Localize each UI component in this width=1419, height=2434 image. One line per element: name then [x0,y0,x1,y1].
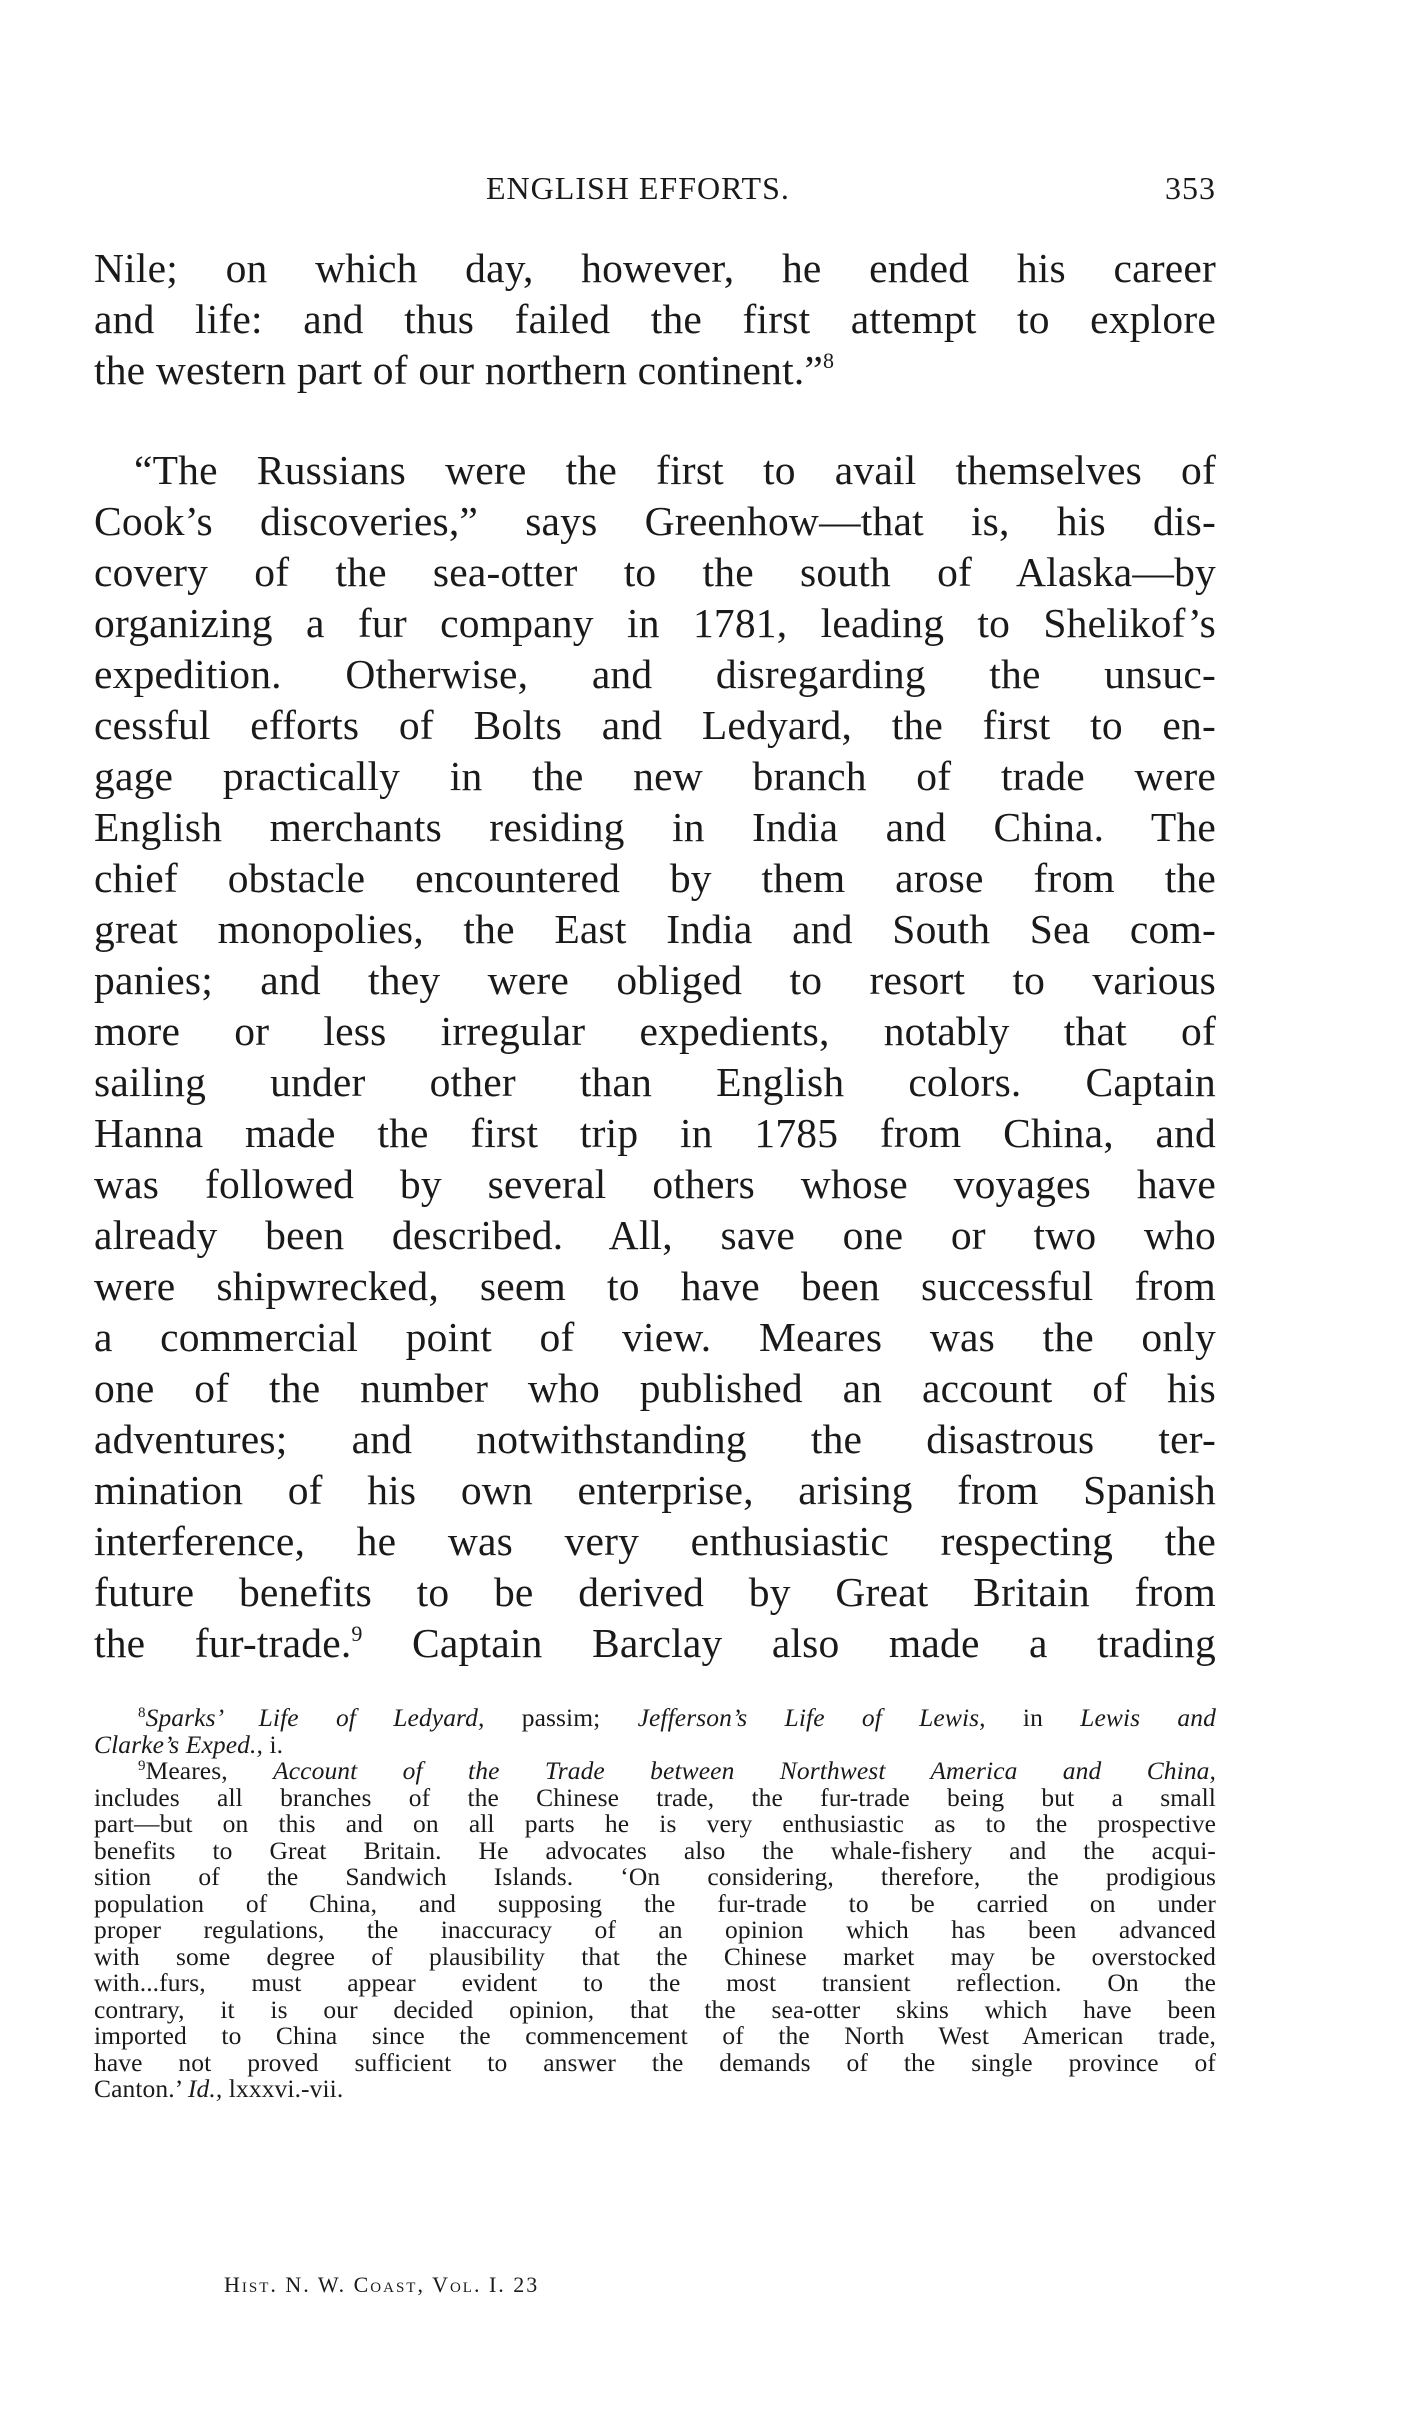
body-line: expedition. Otherwise, and disregarding the unsuc- [94,651,1216,697]
footnote-citation: Sparks’ Life of Ledyard, [145,1703,485,1732]
body-line-text: the western part of our northern continent.” [94,347,824,393]
body-line [94,345,1216,396]
footnote-9 [94,1758,1216,1785]
footnote-line: with some degree of plausibility that the Chinese market may be overstocked [94,1941,1216,1971]
body-line: Cook’s discoveries,” says Greenhow—that is, his dis- [94,498,1216,544]
body-line: a commercial point of view. Meares was the only [94,1314,1216,1360]
footnote-line: population of China, and supposing the fur-trade to be carried on under [94,1888,1216,1918]
body-line: covery of the sea-otter to the south of Alaska—by [94,549,1216,595]
body-line-text: Captain Barclay also made a trading [362,1620,1216,1666]
footnote-ref-8: 8 [823,348,835,373]
footnote-line: imported to China since the commencement of the North West American trade, [94,2021,1216,2050]
footnote-line: with...furs, must appear evident to the most transient reflection. On the [94,1968,1216,1997]
page-number: 353 [1165,170,1216,206]
body-line: English merchants residing in India and China. The [94,804,1216,850]
body-line: Hanna made the first trip in 1785 from China, and [94,1110,1216,1156]
footnote-text: passim; [484,1703,638,1732]
footnote-line: sition of the Sandwich Islands. ‘On considering, therefore, the prodigious [94,1862,1216,1891]
footnote-text: Meares, [145,1756,274,1785]
body-line: already been described. All, save one or two who [94,1212,1216,1258]
footnote-line: contrary, it is our decided opinion, that the sea-otter skins which have been [94,1994,1216,2024]
body-line: sailing under other than English colors. Captain [94,1059,1216,1105]
footnote-text: i. [262,1729,284,1759]
footnote-line: have not proved sufficient to answer the demands of the single province of [94,2047,1216,2077]
footnote-8 [94,1705,1216,1732]
body-line: mination of his own enterprise, arising from Spanish [94,1467,1216,1513]
body-line: more or less irregular expedients, notably that of [94,1008,1216,1054]
footnote-citation: Id., [187,2074,223,2103]
footnote-line [94,2076,1216,2103]
footnote-citation: Lewis and [1080,1703,1216,1732]
footnote-citation: Clarke’s Exped., [94,1729,263,1759]
footnote-line: includes all branches of the Chinese trade, the fur-trade being but a small [94,1782,1216,1812]
signature-mark: Hist. N. W. Coast, Vol. I. 23 [224,2272,540,2297]
footnote-line: benefits to Great Britain. He advocates also the whale-fishery and the acqui- [94,1835,1216,1865]
body-line: panies; and they were obliged to resort to various [94,957,1216,1003]
footnote-citation: Account of the Trade between Northwest America and China, [273,1756,1217,1785]
running-title: ENGLISH EFFORTS. [486,170,790,206]
body-line: were shipwrecked, seem to have been successful from [94,1263,1216,1309]
footnote-text: Canton.’ [94,2074,188,2103]
body-text [94,243,1216,1669]
body-line: one of the number who published an account of his [94,1365,1216,1411]
body-line [94,1618,1216,1669]
body-line-text: the fur-trade. [94,1620,352,1666]
footnote-text: in [985,1703,1081,1732]
footnote-marker: 9 [138,1758,146,1774]
body-line: and life: and thus failed the first attempt to explore [94,296,1216,342]
body-line: “The Russians were the first to avail themselves of [134,447,1216,493]
running-head [94,170,1216,220]
footnote-ref-9: 9 [351,1621,363,1646]
footnote-line: proper regulations, the inaccuracy of an opinion which has been advanced [94,1915,1216,1944]
footnote-line [94,1729,1216,1759]
footnotes [94,1705,1216,2103]
footnote-text: lxxxvi.-vii. [222,2074,344,2103]
body-line: adventures; and notwithstanding the disastrous ter- [94,1416,1216,1462]
body-line: gage practically in the new branch of trade were [94,753,1216,799]
footnote-line: part—but on this and on all parts he is very enthusiastic as to the prospective [94,1809,1216,1838]
body-line: future benefits to be derived by Great Britain from [94,1569,1216,1615]
body-line: organizing a fur company in 1781, leading to Shelikof’s [94,600,1216,646]
body-line: was followed by several others whose voyages have [94,1161,1216,1207]
body-line: great monopolies, the East India and South Sea com- [94,906,1216,952]
body-line: cessful efforts of Bolts and Ledyard, the first to en- [94,702,1216,748]
body-line: chief obstacle encountered by them arose from the [94,855,1216,901]
body-line: Nile; on which day, however, he ended his career [94,245,1216,291]
footnote-marker: 8 [138,1705,146,1721]
body-line: interference, he was very enthusiastic respecting the [94,1518,1216,1564]
footnote-citation: Jefferson’s Life of Lewis, [637,1703,986,1732]
